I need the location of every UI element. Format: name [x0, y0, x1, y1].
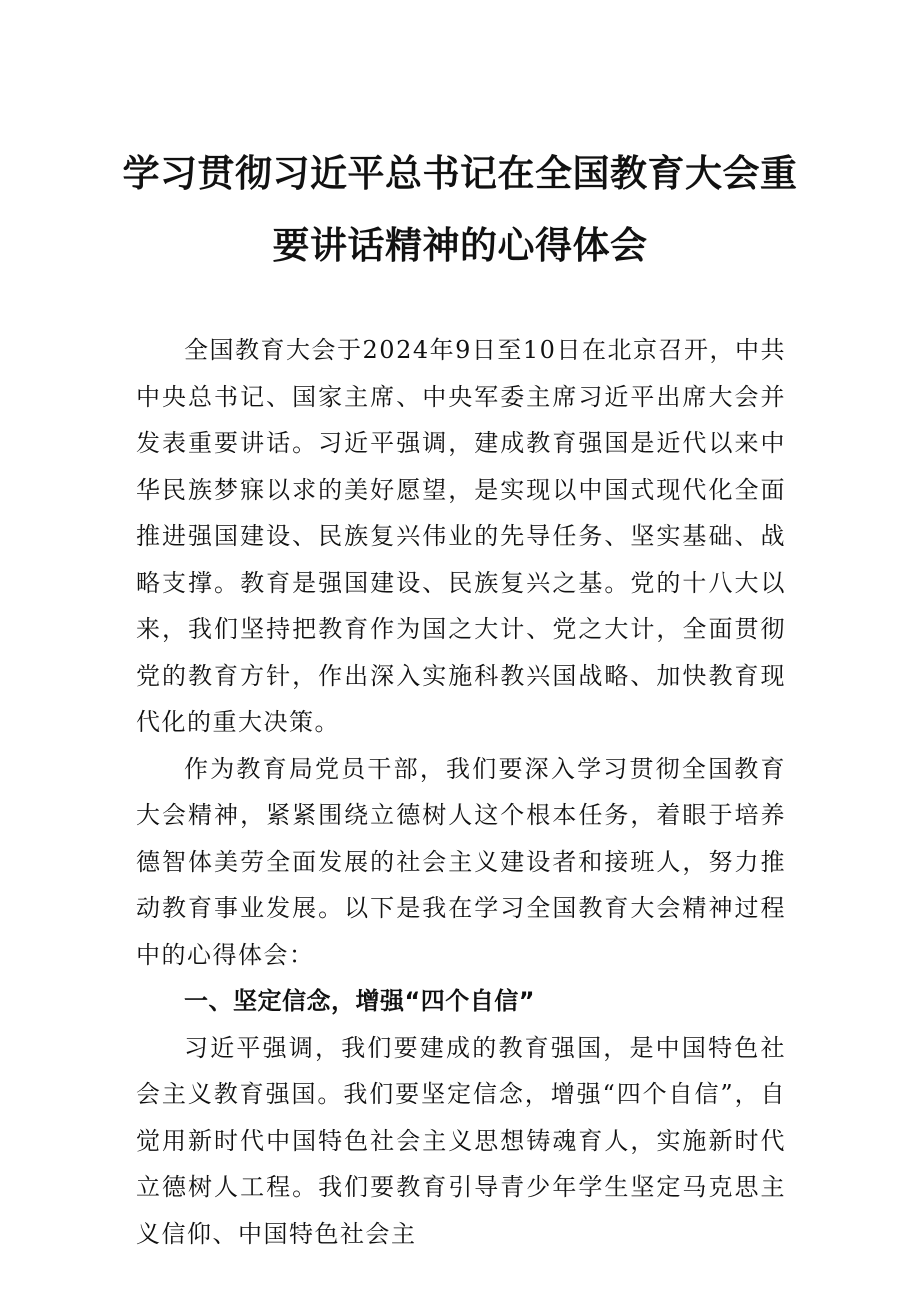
paragraph-context: 作为教育局党员干部，我们要深入学习贯彻全国教育大会精神，紧紧围绕立德树人这个根本任务，着眼于培养德智体美劳全面发展的社会主义建设者和接班人，努力推动教育事业发展。以下是我在学习全国教育大会精神过程中的心得体会：	[136, 754, 786, 969]
section-heading: 一、坚定信念，增强“四个自信”	[184, 987, 536, 1015]
document-body	[136, 327, 786, 1257]
title-line-2: 要讲话精神的心得体会	[272, 224, 648, 267]
paragraph-intro: 全国教育大会于2024年9日至10日在北京召开，中共中央总书记、国家主席、中央军委主席习近平出席大会并发表重要讲话。习近平强调，建成教育强国是近代以来中华民族梦寐以求的美好愿望，是实现以中国式现代化全面推进强国建设、民族复兴伟业的先导任务、坚实基础、战略支撑。教育是强国建设、民族复兴之基。党的十八大以来，我们坚持把教育作为国之大计、党之大计，全面贯彻党的教育方针，作出深入实施科教兴国战略、加快教育现代化的重大决策。	[136, 336, 786, 736]
document-title	[120, 150, 800, 270]
paragraph-section-one: 习近平强调，我们要建成的教育强国，是中国特色社会主义教育强国。我们要坚定信念，增强“四个自信”，自觉用新时代中国特色社会主义思想铸魂育人，实施新时代立德树人工程。我们要教育引导青少年学生坚定马克思主义信仰、中国特色社会主	[136, 1033, 786, 1248]
title-line-1: 学习贯彻习近平总书记在全国教育大会重	[122, 152, 798, 195]
